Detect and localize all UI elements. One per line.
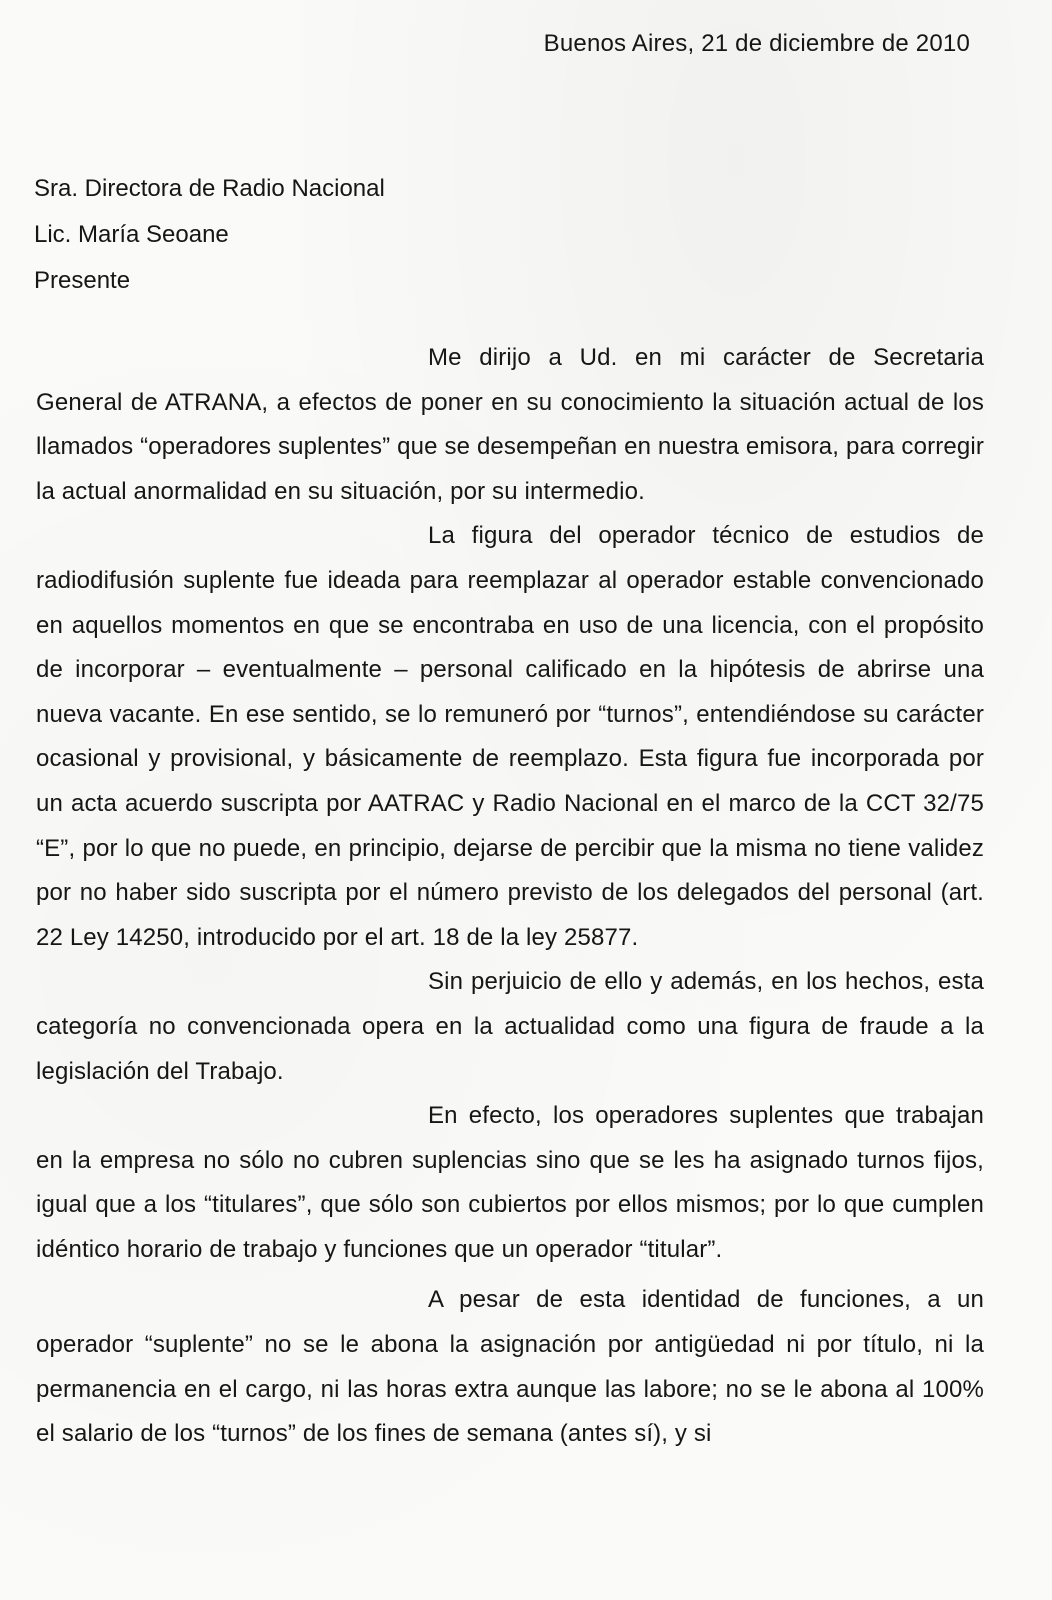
addressee-line: Presente	[34, 267, 131, 294]
paragraph: A pesar de esta identidad de funciones, a un operador “suplente” no se le abona la asignación por antigüedad ni por título, ni la permanencia en el cargo, ni las horas extra aunque las labore; no se le abona al 100% el salario de los “turnos” de los fines de semana (antes sí), y si	[36, 1286, 984, 1448]
addressee-line: Sra. Directora de Radio Nacional	[34, 175, 385, 202]
letter-body	[36, 336, 984, 1457]
paragraph: La figura del operador técnico de estudios de radiodifusión suplente fue ideada para reemplazar al operador estable convencionado en aquellos momentos en que se encontraba en uso de una licencia, con el propósito de incorporar – eventualmente – personal calificado en la hipótesis de abrirse una nueva vacante. En ese sentido, se lo remuneró por “turnos”, entendiéndose su carácter ocasional y provisional, y básicamente de reemplazo. Esta figura fue incorporada por un acta acuerdo suscripta por AATRAC y Radio Nacional en el marco de la CCT 32/75 “E”, por lo que no puede, en principio, dejarse de percibir que la misma no tiene validez por no haber sido suscripta por el número previsto de los delegados del personal (art. 22 Ley 14250, introducido por el art. 18 de la ley 25877.	[36, 522, 984, 951]
paragraph: Me dirijo a Ud. en mi carácter de Secretaria General de ATRANA, a efectos de poner en su conocimiento la situación actual de los llamados “operadores suplentes” que se desempeñan en nuestra emisora, para corregir la actual anormalidad en su situación, por su intermedio.	[36, 344, 984, 505]
paragraph: En efecto, los operadores suplentes que trabajan en la empresa no sólo no cubren suplencias sino que se les ha asignado turnos fijos, igual que a los “titulares”, que sólo son cubiertos por ellos mismos; por lo que cumplen idéntico horario de trabajo y funciones que un operador “titular”.	[36, 1102, 984, 1263]
paragraph: Sin perjuicio de ello y además, en los hechos, esta categoría no convencionada opera en la actualidad como una figura de fraude a la legislación del Trabajo.	[36, 968, 984, 1085]
addressee-line: Lic. María Seoane	[34, 221, 229, 248]
letter-date: Buenos Aires, 21 de diciembre de 2010	[543, 30, 970, 57]
addressee-block	[34, 166, 385, 304]
